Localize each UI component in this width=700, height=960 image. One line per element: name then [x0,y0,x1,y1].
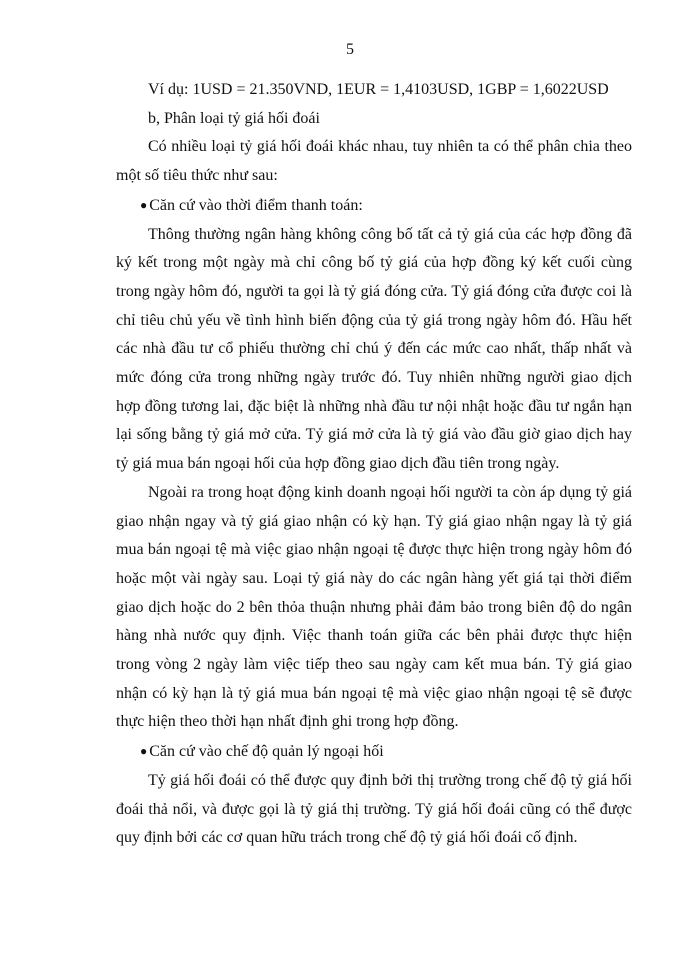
section-heading: b, Phân loại tỷ giá hối đoái [148,109,320,127]
page-body [116,76,632,853]
body-paragraph: Ngoài ra trong hoạt động kinh doanh ngoại hối người ta còn áp dụng tỷ giá giao nhận ngay và tỷ giá giao nhận có kỳ hạn. Tỷ giá giao nhận ngay là tỷ giá mua bán ngoại tệ mà việc giao nhận ngoại tệ được thực hiện trong ngày hôm đó hoặc một vài ngày sau. Loại tỷ giá này do các ngân hàng yết giá tại thời điểm giao dịch hoặc do 2 bên thỏa thuận nhưng phải đảm bảo trong biên độ do ngân hàng nhà nước quy định. Việc thanh toán giữa các bên phải được thực hiện trong vòng 2 ngày làm việc tiếp theo sau ngày cam kết mua bán. Tỷ giá giao nhận có kỳ hạn là tỷ giá mua bán ngoại tệ mà việc giao nhận ngoại tệ sẽ được thực hiện theo thời hạn nhất định ghi trong hợp đồng. [116,483,632,731]
bullet-item-payment-time [116,191,632,221]
bullet-text: Căn cứ vào chế độ quản lý ngoại hối [149,743,384,761]
bullet-item-fx-regime [116,737,632,767]
body-paragraph: Thông thường ngân hàng không công bố tất cả tỷ giá của các hợp đồng đã ký kết trong một ngày mà chỉ công bố tỷ giá của hợp đồng ký kết cuối cùng trong ngày hôm đó, người ta gọi là tỷ giá đóng cửa. Tỷ giá đóng cửa được coi là chỉ tiêu chủ yếu về tình hình biến động của tỷ giá trong ngày hôm đó. Hầu hết các nhà đầu tư cổ phiếu thường chỉ chú ý đến các mức cao nhất, thấp nhất và mức đóng cửa trong những ngày trước đó. Tuy nhiên những người giao dịch hợp đồng tương lai, đặc biệt là những nhà đầu tư nội nhật hoặc đầu tư ngắn hạn lại sống bằng tỷ giá mở cửa. Tỷ giá mở cửa là tỷ giá vào đầu giờ giao dịch hay tỷ giá mua bán ngoại hối của hợp đồng giao dịch đầu tiên trong ngày. [116,225,632,473]
page-number: 5 [346,41,354,58]
bullet-icon: ● [140,744,148,759]
example-paragraph: Ví dụ: 1USD = 21.350VND, 1EUR = 1,4103USD, 1GBP = 1,6022USD [148,81,609,98]
body-paragraph: Tỷ giá hối đoái có thể được quy định bởi thị trường trong chế độ tỷ giá hối đoái thả nổi, và được gọi là tỷ giá thị trường. Tỷ giá hối đoái cũng có thể được quy định bởi các cơ quan hữu trách trong chế độ tỷ giá hối đoái cố định. [116,771,632,847]
intro-paragraph: Có nhiều loại tỷ giá hối đoái khác nhau, tuy nhiên ta có thể phân chia theo một số tiêu thức như sau: [116,138,632,185]
bullet-text: Căn cứ vào thời điểm thanh toán: [149,196,363,214]
bullet-icon: ● [140,197,148,212]
